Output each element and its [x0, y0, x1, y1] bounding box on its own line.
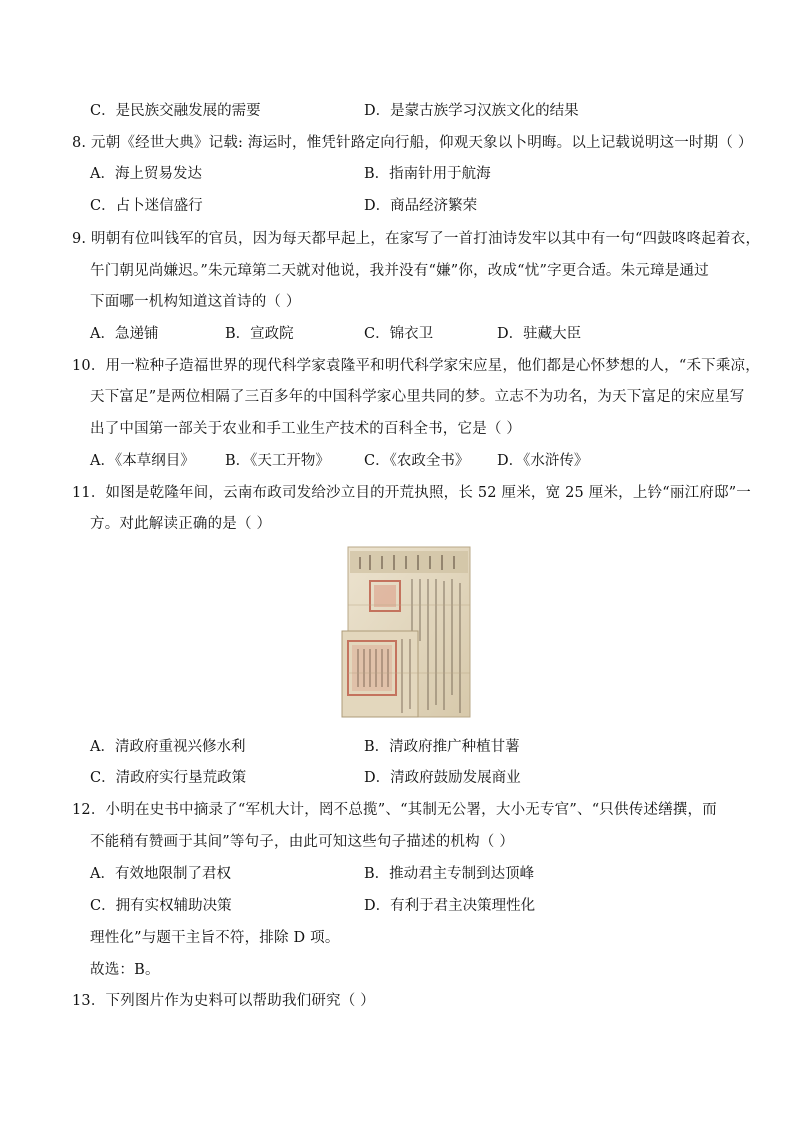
q11-option-d: D．清政府鼓励发展商业 — [364, 770, 521, 786]
q10-option-b: B．《天工开物》 — [225, 453, 330, 469]
q9-option-c: C．锦衣卫 — [364, 326, 434, 342]
q10-option-a: A．《本草纲目》 — [90, 453, 195, 469]
q9-stem-line3: 下面哪一机构知道这首诗的（ ） — [90, 294, 301, 310]
q12-answer: 故选：B。 — [90, 962, 160, 978]
q9-stem-line1: 9. 明朝有位叫钱军的官员，因为每天都早起上，在家写了一首打油诗发牢以其中有一句“四鼓咚咚起着衣， — [72, 231, 761, 247]
q8-stem: 8. 元朝《经世大典》记载: 海运时，惟凭针路定向行船，仰观天象以卜明晦。以上记载说明这一时期（ ） — [72, 135, 753, 151]
q8-option-a: A．海上贸易发达 — [90, 166, 202, 182]
q9-option-a: A．急递铺 — [90, 326, 159, 342]
q11-stem-line2: 方。对此解读正确的是（ ） — [90, 516, 272, 532]
q8-option-c: C．占卜迷信盛行 — [90, 198, 203, 214]
q7-option-d: D．是蒙古族学习汉族文化的结果 — [364, 103, 579, 119]
q11-option-a: A．清政府重视兴修水利 — [90, 739, 246, 755]
q12-stem-line2: 不能稍有赞画于其间”等句子，由此可知这些句子描述的机构（ ） — [90, 834, 515, 850]
q12-explanation-tail: 理性化”与题干主旨不符，排除 D 项。 — [90, 930, 340, 946]
q10-option-d: D．《水浒传》 — [497, 453, 589, 469]
q12-option-a: A．有效地限制了君权 — [90, 866, 231, 882]
q9-option-b: B．宣政院 — [225, 326, 294, 342]
q8-option-d: D．商品经济繁荣 — [364, 198, 478, 214]
q11-option-c: C．清政府实行垦荒政策 — [90, 770, 247, 786]
q11-option-b: B．清政府推广种植甘薯 — [364, 739, 520, 755]
q9-stem-line2: 午门朝见尚嫌迟。”朱元璋第二天就对他说，我并没有“嫌”你，改成“忧”字更合适。朱元璋是通过 — [90, 263, 709, 279]
q10-option-c: C．《农政全书》 — [364, 453, 470, 469]
q12-option-c: C．拥有实权辅助决策 — [90, 898, 232, 914]
land-reclamation-license-image — [340, 545, 474, 723]
q12-option-d: D．有利于君主决策理性化 — [364, 898, 536, 914]
q10-stem-line1: 10．用一粒种子造福世界的现代科学家袁隆平和明代科学家宋应星，他们都是心怀梦想的人，“禾下乘凉， — [72, 358, 760, 374]
q13-stem: 13．下列图片作为史料可以帮助我们研究（ ） — [72, 993, 375, 1009]
q11-stem-line1: 11．如图是乾隆年间，云南布政司发给沙立目的开荒执照，长 52 厘米，宽 25 厘米，上钤“丽江府邸”一 — [72, 485, 752, 501]
q9-option-d: D．驻藏大臣 — [497, 326, 582, 342]
q7-option-c: C．是民族交融发展的需要 — [90, 103, 261, 119]
q10-stem-line3: 出了中国第一部关于农业和手工业生产技术的百科全书，它是（ ） — [90, 421, 522, 437]
q12-stem-line1: 12．小明在史书中摘录了“军机大计，罔不总揽”、“其制无公署，大小无专官”、“只供传述缮撰，而 — [72, 802, 717, 818]
q8-option-b: B．指南针用于航海 — [364, 166, 491, 182]
q12-option-b: B．推动君主专制到达顶峰 — [364, 866, 535, 882]
q10-stem-line2: 天下富足”是两位相隔了三百多年的中国科学家心里共同的梦。立志不为功名，为天下富足的宋应星写 — [90, 389, 745, 405]
license-image-svg — [340, 545, 474, 723]
